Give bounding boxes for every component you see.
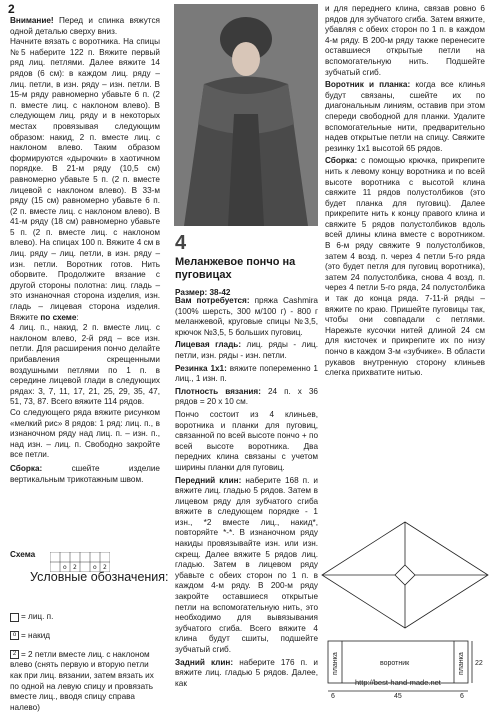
col1-para-1: Начните вязать с воротника. На спицы №5 наберите 122 п. Вяжите первый ряд лиц. петлями. Далее вяжите 14 рядов (6 см): в каждом лиц. ряду – лиц. петли, в изн. ряду – изн. петли. В 15-м ряду равномерно убавьте 6 п. (2 п. вместе лиц. с наклоном влево). В следующем лиц. ряду и в некоторых местах провязывая следующим образом: накид, 2 п. вместе лиц. с наклоном влево. Таким образом формируются «дырочки» в хаотичном порядке. В 21-м ряду (10,5 см) равномерно убавьте 5 п. (2 п. вместе лицевой с наклоном влево). В 33-м ряду (15 см) равномерно убавьте 6 п. (2 п. вместе лиц. с наклоном влево). В 41-м ряду (18 см) равномерно убавьте 5 п. (2 п. вместе лиц. с наклоном влево). На спицах 100 п. Вяжите 4 см в лиц. ряду – лиц. петли, в изн. ряду – изн. петли. Воротник готов. Нить оборвите. Продолжите вязание с другой стороны полотна: лиц. гладь – это изнаночная сторона изделия, изн. гладь – лицевая сторона изделия. Вяжите по схеме: [10,37,160,322]
model-photo [174,4,318,226]
dim-height: 22 [475,660,483,667]
svg-text:о: о [63,564,67,571]
column-2 [175,296,318,689]
svg-text:2: 2 [103,564,107,571]
svg-text:2: 2 [73,564,77,571]
dim-middle: 45 [394,693,402,699]
schema-label: Схема [10,550,36,559]
legend [10,604,160,722]
dim-right: 6 [460,693,464,699]
svg-text:о: о [93,564,97,571]
col2-para: Резинка 1х1: вяжите попеременно 1 лиц., 1 изн. п. [175,363,318,384]
page-number: 2 [8,2,15,16]
col2-para: Лицевая гладь: лиц. ряды - лиц. петли, изн. ряды - изн. петли. [175,340,318,360]
pattern-title: Меланжевое пончо на пуговицах [175,256,296,281]
size-label: Размер: 38-42 [175,288,231,297]
col2-para: Пончо состоит из 4 клиньев, воротника и планки для пуговиц, связанной по всей высоте пончо + по всей высоте воротника. Два передних клина связаны с учетом ширины планки для пуговиц. [175,409,318,472]
k2tog-symbol-icon: 2 [10,650,19,659]
col3-para: Сборка: с помощью крючка, прикрепите нить к левому концу воротника и по всей высоте воротника с высотой клина свяжите 11 рядов полустолбиков (это будет планка для пуговиц). Далее прикрепите нить к концу правого клина и свяжите 5 рядов полустолбиков вдоль всей длины клина вместе с воротником. В 6-м ряду свяжите 9 полустолбиков, затем 4 возд. п. через 4 петли 5-го ряда (это будет петля для пуговиц воротника), затем 24 полустолбика, снова 4 возд. п. через 4 петли 5-го ряда, 24 полустолбика и так до конца ряда. 7-11-й ряды – вяжите по краю. Пришейте пуговицы так, чтобы они совпадали с петлями. Нарежьте кусочки нитей длиной 24 см для кисточек и прикрепите их по низу пончо в каждом 3-м «зубчике». В области рукавов внутренную сторону клиньев слегка прихватите нитью. [325,156,485,378]
assembly-1: Сборка: сшейте изделие вертикальным трикотажным швом. [10,463,160,484]
pattern-number: 4 [175,232,187,254]
knit-symbol-icon [10,613,19,622]
poncho-diagram [320,520,490,630]
col1-para-0: Внимание! Перед и спинка вяжутся одной деталью сверху вниз. [10,16,160,36]
plank-label-left: планка [332,652,339,675]
col1-para-3: Со следующего ряда вяжите рисунком «мелкий рис» 8 рядов: 1 ряд: лиц. п., в изнаночном ряду над лиц. п. – изн. п., над изн. – лиц. п. Свободно закройте все петли. [10,407,160,460]
col3-para: Воротник и планка: когда все клинья будут связаны, сшейте их по диагональным линиям, оставив при этом спереди свободной для планки. Удалите вспомогательные нити, предварительно надев открытые петли на спицу. Свяжите резинку 1х1 высотой 65 рядов. [325,80,486,153]
yarn-over-symbol-icon: о [10,631,19,640]
legend-item: 2 = 2 петли вместе лиц. с наклоном влево (снять первую и вторую петли как при лиц. вязании, затем вязать их по одной на левую спицу и провязать вместе лиц., вводя спицу справа налево) [10,649,154,712]
col1-para-2: 4 лиц. п., накид, 2 п. вместе лиц. с наклоном влево, 2-й ряд – все изн. петли. Для расширения пончо делайте прибавления скрещенными воздушными петлями по 1 п. в середине лицевой глади в следующих рядах: 3, 7, 11, 17, 21, 25, 29, 35, 47, 51, 73, 87. Всего вяжите 114 рядов. [10,323,160,407]
col2-para: Плотность вязания: 24 п. х 36 рядов = 20 х 10 см. [175,386,318,407]
col3-para: и для переднего клина, связав ровно 6 рядов для зубчатого сгиба. Затем вяжите, убавляя с обеих сторон по 1 п. в каждом 4-м ряду. В 200-м ряду также перенесите оставшиеся открытые петли на вспомогательную нить. Подшейте зубчатый сгиб. [325,4,485,77]
dim-left: 6 [331,693,335,699]
collar-plank-diagram [322,637,490,699]
col2-para: Вам потребуется: пряжа Cashmira (100% шерсть, 300 м/100 г) - 800 г меланжевой, круговые спицы №3,5, крючок №3,5, 5 больших пуговиц. [175,296,318,337]
column-1 [10,16,160,485]
legend-item: = лиц. п. [10,612,160,623]
collar-label: воротник [380,660,410,667]
col2-para: Задний клин: наберите 176 п. и вяжите лиц. гладью 5 рядов. Далее, как [175,657,318,688]
watermark-url: http://best-hand-made.net [355,678,441,687]
plank-label-right: планка [458,652,465,675]
schema-chart [50,552,110,572]
column-3 [325,4,485,379]
legend-title: Условные обозначения: [30,570,169,584]
col2-para: Передний клин: наберите 168 п. и вяжите лиц. гладью 5 рядов. Затем в лицевом ряду для зубчатого сгиба вяжите в следующем порядке - 1 изн., *2 вместе лиц., накид*, повторяйте *-*. В изнаночном ряду накиды провязывайте изн. или изн. скрещ. Далее вяжите 5 рядов лиц. гладью. Затем в лицевом ряду убавьте с обеих сторон по 1 п. в каждом 4-м ряду. В 200-м ряду закройте оставшиеся открытые петли на вспомогательную нить, это необходимо для вывязывания зубчатого сгиба. Всего вяжите 4 клина будут сшиты, подшейте зубчатый сгиб. [175,475,318,654]
legend-item: о = накид [10,631,160,642]
